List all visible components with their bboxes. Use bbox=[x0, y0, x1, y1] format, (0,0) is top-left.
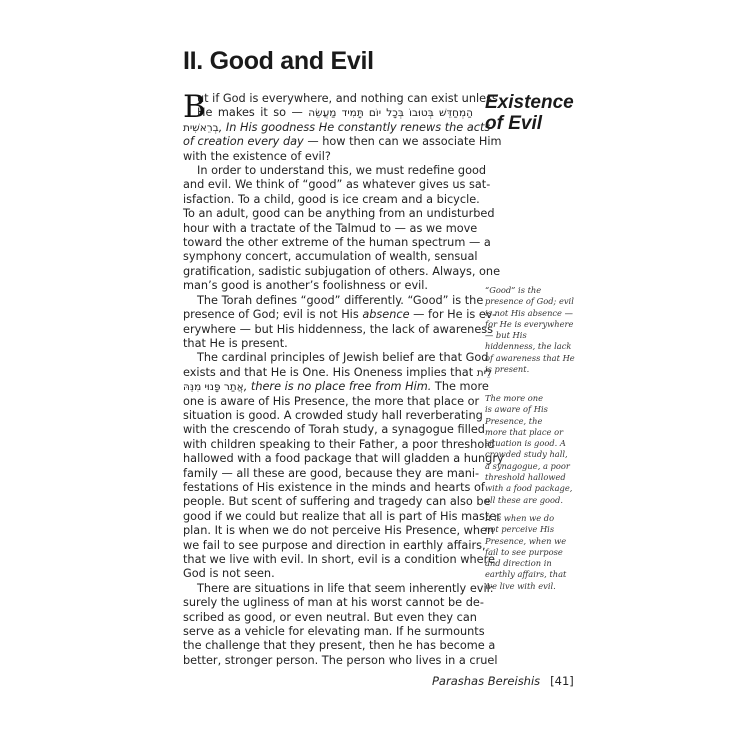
text-line: better, stronger person. The person who lives in a cruel bbox=[183, 653, 498, 667]
emphasis-text: absence bbox=[362, 308, 410, 322]
text-line: surely the ugliness of man at his worst cannot be de- bbox=[183, 596, 484, 610]
page-footer bbox=[432, 674, 574, 688]
note-line: presence of God; evil bbox=[485, 296, 574, 307]
text-line: gratification, sadistic subjugation of others. Always, one bbox=[183, 264, 501, 278]
hebrew-text: אֲתַר פָּנוּי מִנֵּהּ bbox=[183, 381, 244, 394]
text-line bbox=[183, 106, 473, 120]
side-heading-line: Existence bbox=[485, 92, 574, 113]
running-head: Parashas Bereishis bbox=[432, 674, 541, 688]
text-line: The cardinal principles of Jewish belief are that God bbox=[197, 351, 489, 365]
note-line: earthly affairs, that bbox=[485, 569, 567, 580]
note-line: is aware of His bbox=[485, 404, 548, 415]
note-line: Presence, the bbox=[485, 415, 543, 426]
hebrew-text: לֵית bbox=[476, 366, 492, 379]
text-line: situation is good. A crowded study hall reverberating bbox=[183, 408, 483, 422]
text: — for He is ev- bbox=[409, 308, 497, 322]
text-line: that we live with evil. In short, evil is a condition where bbox=[183, 553, 495, 566]
text-line bbox=[183, 308, 497, 322]
translation-text: , there is no place free from Him. bbox=[243, 380, 432, 394]
text-line bbox=[183, 135, 502, 149]
note-line: all these are good. bbox=[485, 494, 563, 505]
text-line: God is not seen. bbox=[183, 567, 275, 581]
text-line: festations of His existence in the minds and hearts of bbox=[183, 480, 485, 494]
text-line bbox=[183, 120, 491, 135]
note-line: crowded study hall, bbox=[485, 449, 568, 460]
note-line: is not His absence — bbox=[485, 307, 573, 318]
text: He makes it so — bbox=[197, 106, 309, 120]
note-line: more that place or bbox=[485, 426, 564, 437]
note-line: with a food package, bbox=[485, 483, 573, 494]
note-line: The more one bbox=[485, 393, 544, 403]
paragraph bbox=[183, 164, 501, 294]
note-line: we live with evil. bbox=[485, 580, 556, 591]
hebrew-text: בְרֵאשִׁית bbox=[183, 121, 219, 134]
side-heading bbox=[485, 92, 574, 134]
body-text bbox=[183, 89, 504, 668]
note-line: of awareness that He bbox=[485, 352, 575, 363]
text-line: and evil. We think of “good” as whatever gives us sat- bbox=[183, 178, 491, 192]
text-line: serve as a vehicle for elevating man. If he surmounts bbox=[183, 625, 485, 639]
text-line bbox=[183, 92, 498, 106]
text-line bbox=[183, 380, 489, 394]
note-line: It is when we do bbox=[485, 513, 555, 523]
note-line: situation is good. A bbox=[485, 438, 566, 449]
text-line: people. But scent of suffering and tragedy can also be bbox=[183, 495, 491, 509]
paragraph bbox=[183, 394, 504, 568]
note-line: “Good” is the bbox=[485, 285, 542, 295]
chapter-title: II. Good and Evil bbox=[183, 47, 374, 75]
text-line: man’s good is another’s foolishness or evil. bbox=[183, 279, 429, 293]
text-line: with the existence of evil? bbox=[183, 149, 331, 163]
text-line: plan. It is when we do not perceive His Presence, when bbox=[183, 524, 495, 538]
margin-note bbox=[485, 285, 585, 375]
text: The more bbox=[431, 380, 489, 394]
note-line: for He is everywhere bbox=[485, 318, 574, 329]
margin-note bbox=[485, 513, 585, 592]
hebrew-text: הַמְחַדֵּשׁ בְּטוּבוֹ בְּכָל יוֹם תָּמִיד מַעֲשֵׂה bbox=[308, 107, 473, 120]
text: ut if God is everywhere, and nothing can exist unless bbox=[197, 92, 498, 105]
text-line: In order to understand this, we must redefine good bbox=[197, 164, 487, 178]
text-line: symphony concert, accumulation of wealth, sensual bbox=[183, 250, 478, 264]
text: exists and that He is One. His Oneness implies that bbox=[183, 365, 477, 379]
text-line: with children speaking to their Father, a poor threshold bbox=[183, 437, 495, 451]
side-heading-line: of Evil bbox=[485, 113, 543, 134]
text-line: scribed as good, or even neutral. But even they can bbox=[183, 610, 477, 624]
paragraph bbox=[183, 581, 498, 668]
text-line: hour with a tractate of the Talmud to — as we move bbox=[183, 221, 478, 235]
drop-cap: B bbox=[183, 89, 206, 125]
note-line: and direction in bbox=[485, 558, 552, 569]
text-line: There are situations in life that seem inherently evil: bbox=[197, 581, 494, 595]
text-line: good if we could but realize that all is part of His master bbox=[183, 509, 501, 523]
text-line: erywhere — but His hiddenness, the lack of awareness bbox=[183, 322, 494, 336]
text-line: The Torah defines “good” differently. “Good” is the bbox=[197, 293, 484, 307]
translation-text: , In His goodness He constantly renews the acts bbox=[218, 120, 491, 134]
note-line: is present. bbox=[485, 364, 530, 375]
text-line: To an adult, good can be anything from an undisturbed bbox=[183, 207, 495, 221]
note-line: hiddenness, the lack bbox=[485, 341, 572, 352]
text-line: isfaction. To a child, good is ice cream and a bicycle. bbox=[183, 192, 480, 206]
note-line: — but His bbox=[485, 330, 527, 341]
text-line: hallowed with a food package that will gladden a hungry bbox=[183, 452, 504, 466]
text-line: that He is present. bbox=[183, 336, 288, 350]
text-line: family — all these are good, because they are mani- bbox=[183, 466, 480, 480]
text-line: we fail to see purpose and direction in earthly affairs, bbox=[183, 538, 486, 552]
margin-note bbox=[485, 393, 585, 506]
text-line bbox=[183, 365, 492, 380]
note-line: not perceive His bbox=[485, 524, 555, 535]
text: — how then can we associate Him bbox=[303, 135, 502, 149]
translation-text: of creation every day bbox=[183, 135, 304, 149]
note-line: a synagogue, a poor bbox=[485, 460, 570, 471]
text-line: one is aware of His Presence, the more that place or bbox=[183, 394, 480, 408]
text-line: the challenge that they present, then he has become a bbox=[183, 639, 496, 653]
page-number: [41] bbox=[550, 674, 574, 688]
note-line: fail to see purpose bbox=[485, 546, 563, 557]
note-line: threshold hallowed bbox=[485, 472, 566, 483]
text-line: toward the other extreme of the human spectrum — a bbox=[183, 236, 491, 250]
note-line: Presence, when we bbox=[485, 535, 567, 546]
text: presence of God; evil is not His bbox=[183, 308, 363, 322]
text-line: with the crescendo of Torah study, a synagogue filled bbox=[183, 423, 485, 437]
